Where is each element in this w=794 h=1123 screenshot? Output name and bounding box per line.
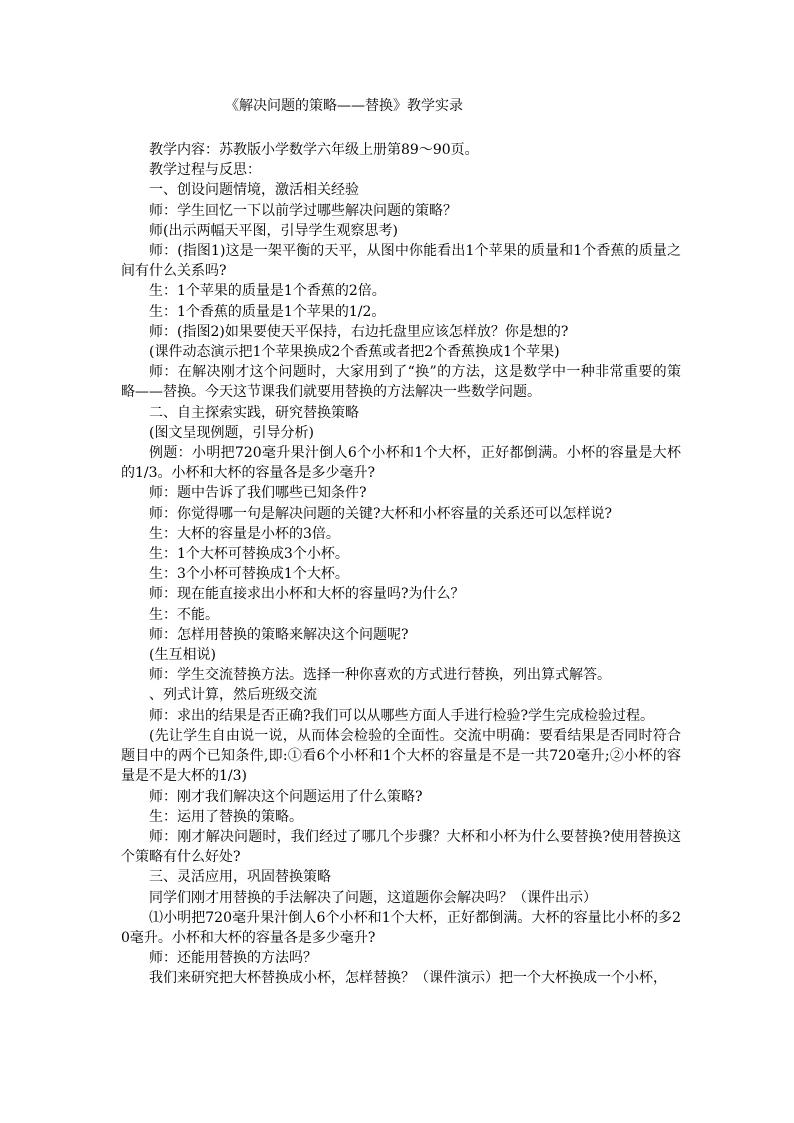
paragraph: 师：你觉得哪一句是解决问题的关键?大杯和小杯容量的关系还可以怎样说?: [149, 505, 613, 522]
paragraph: 生：不能。: [149, 606, 219, 623]
paragraph: 师：还能用替换的方法吗？: [149, 950, 317, 967]
paragraph: 生：运用了替换的策略。: [149, 808, 303, 825]
paragraph: 师：学生回忆一下以前学过哪些解决问题的策略？: [149, 202, 457, 219]
paragraph: 师：刚才解决问题时，我们经过了哪几个步骤？大杯和小杯为什么要替换?使用替换这个策略有什么好处?: [121, 828, 681, 866]
paragraph: 师：怎样用替换的策略来解决这个问题呢?: [149, 626, 409, 643]
paragraph: 生：大杯的容量是小杯的3倍。: [149, 525, 340, 542]
paragraph: 师：求出的结果是否正确?我们可以从哪些方面人手进行检验?学生完成检验过程。: [149, 707, 655, 724]
paragraph: 教学内容：苏教版小学数学六年级上册第89～90页。: [149, 142, 479, 158]
section-heading: 三、灵活应用，巩固替换策略: [149, 869, 331, 886]
paragraph: 生：3个小杯可替换成1个大杯。: [149, 566, 349, 583]
section-heading: 二、自主探索实践，研究替换策略: [149, 404, 359, 421]
paragraph: 我们来研究把大杯替换成小杯，怎样替换？（课件演示）把一个大杯换成一个小杯，: [149, 970, 667, 987]
paragraph: 例题：小明把720毫升果汁倒人6个小杯和1个大杯，正好都倒满。小杯的容量是大杯的1/3。小杯和大杯的容量各是多少毫升?: [121, 445, 681, 482]
paragraph: 师：现在能直接求出小杯和大杯的容量吗?为什么？: [149, 586, 465, 603]
section-heading: 一、创设问题情境，激活相关经验: [149, 182, 359, 199]
paragraph: 师(出示两幅天平图，引导学生观察思考): [149, 222, 398, 239]
document-body: [121, 140, 681, 989]
paragraph: 师：在解决刚才这个问题时，大家用到了“换”的方法，这是数学中一种非常重要的策略——替换。今天这节课我们就要用替换的方法解决一些数学问题。: [121, 364, 681, 401]
paragraph: 、列式计算，然后班级交流: [149, 687, 317, 704]
paragraph: 师：(指图2)如果要使天平保持，右边托盘里应该怎样放？你是想的?: [149, 323, 569, 340]
paragraph: ⑴小明把720毫升果汁倒人6个小杯和1个大杯，正好都倒满。大杯的容量比小杯的多20毫升。小杯和大杯的容量各是多少毫升?: [121, 909, 681, 946]
paragraph: 师：刚才我们解决这个问题运用了什么策略?: [149, 788, 423, 805]
paragraph: (先让学生自由说一说，从而体会检验的全面性。交流中明确：要看结果是否同时符合题目中的两个已知条件,即:①看6个小杯和1个大杯的容量是不是一共720毫升;②小杯的容量是不是大杯的1/3): [121, 727, 681, 785]
paragraph: 师：题中告诉了我们哪些已知条件?: [149, 485, 367, 502]
paragraph: 教学过程与反思：: [149, 162, 261, 179]
paragraph: (图文呈现例题，引导分析): [149, 424, 314, 441]
document-title: 《解决问题的策略——替换》教学实录: [225, 98, 463, 114]
paragraph: 师：学生交流替换方法。选择一种你喜欢的方式进行替换，列出算式解答。: [149, 667, 611, 684]
paragraph: 生：1个大杯可替换成3个小杯。: [149, 546, 349, 563]
paragraph: (生互相说): [149, 647, 216, 664]
paragraph: 生：1个香蕉的质量是1个苹果的1/2。: [149, 303, 386, 320]
paragraph: 师：(指图1)这是一架平衡的天平，从图中你能看出1个苹果的质量和1个香蕉的质量之间有什么关系吗?: [121, 243, 681, 280]
paragraph: 同学们刚才用替换的手法解决了问题，这道题你会解决吗？（课件出示）: [149, 889, 597, 906]
paragraph: 生：1个苹果的质量是1个香蕉的2倍。: [149, 283, 386, 300]
paragraph: (课件动态演示把1个苹果换成2个香蕉或者把2个香蕉换成1个苹果): [149, 344, 560, 361]
